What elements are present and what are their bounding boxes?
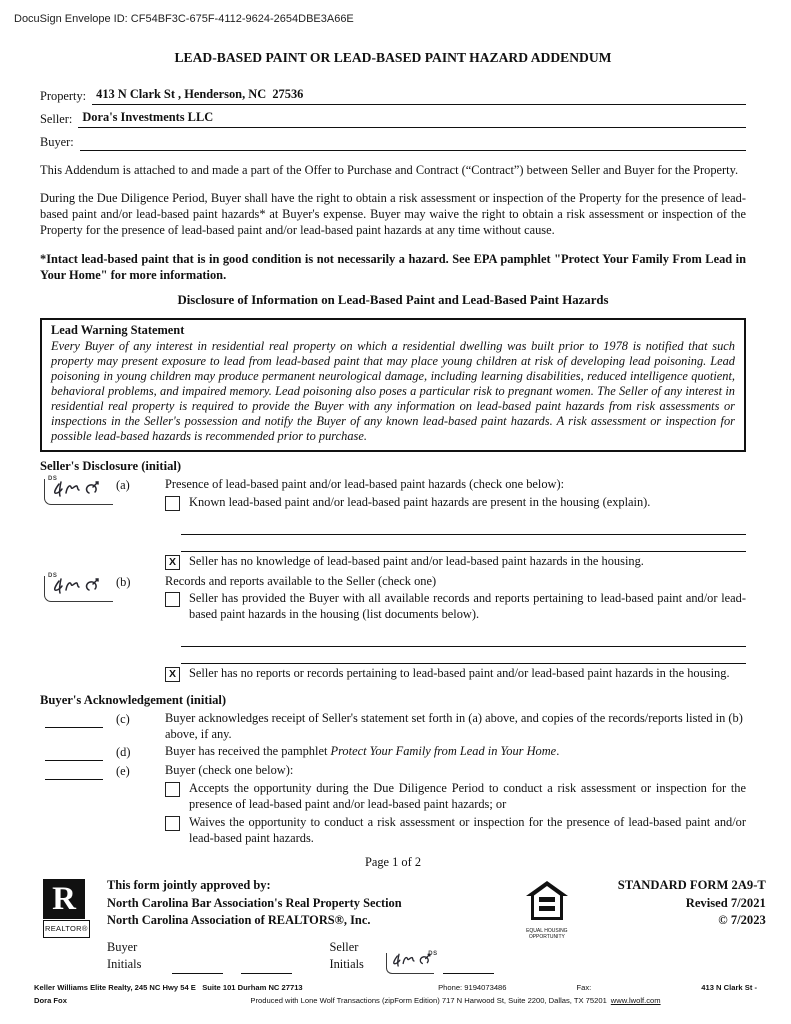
- buyer-ack-item-e: [40, 763, 746, 846]
- approval-line-1: This form jointly approved by:: [107, 878, 271, 893]
- checkbox-no-knowledge[interactable]: X: [165, 555, 180, 570]
- docusign-tag-icon: DS: [48, 475, 58, 482]
- seller-initials-scribble: [389, 950, 439, 972]
- item-a-text: Presence of lead-based paint and/or lead-based paint hazards (check one below):: [165, 476, 565, 491]
- option-label: Seller has no knowledge of lead-based paint and/or lead-based paint hazards in the housing.: [189, 553, 644, 568]
- item-d-text-before: Buyer has received the pamphlet: [165, 744, 331, 759]
- seller-initials-field-a[interactable]: [44, 475, 113, 505]
- addendum-intro-paragraph: This Addendum is attached to and made a part of the Offer to Purchase and Contract (“Contract”) between Seller and Buyer for the Property.: [40, 162, 739, 177]
- seller-input[interactable]: Dora's Investments LLC: [78, 110, 746, 128]
- seller-disclosure-heading: Seller's Disclosure (initial): [40, 458, 182, 473]
- phone-line: Phone: 9194073486: [438, 983, 507, 992]
- page-number: Page 1 of 2: [364, 855, 422, 870]
- page-title: LEAD-BASED PAINT OR LEAD-BASED PAINT HAZARD ADDENDUM: [174, 49, 612, 65]
- fine-print: [34, 982, 757, 1006]
- party-fields: [40, 82, 746, 151]
- explain-input-line-1[interactable]: [181, 518, 746, 535]
- item-d-text-after: .: [556, 744, 560, 759]
- item-b-label: (b): [116, 574, 131, 589]
- disclosure-heading: Disclosure of Information on Lead-Based Paint and Lead-Based Paint Hazards: [177, 293, 609, 308]
- option-label: Seller has provided the Buyer with all available records and reports pertaining to lead-based paint and/or lead-based paint hazards in the housing (list documents below).: [189, 591, 746, 622]
- item-c-label: (c): [116, 711, 130, 726]
- item-e-option-waives: [165, 815, 746, 847]
- form-copyright: © 7/2023: [718, 913, 766, 928]
- buyer-initials-field-c[interactable]: [45, 713, 103, 728]
- item-b-option-no-records: [165, 666, 746, 682]
- seller-initials-scribble: [49, 477, 109, 503]
- seller-initials-field-footer[interactable]: [386, 950, 438, 974]
- buyer-acknowledgement-heading: Buyer's Acknowledgement (initial): [40, 692, 227, 707]
- pamphlet-title: Protect Your Family from Lead in Your Home: [330, 744, 557, 759]
- approval-text: [107, 876, 503, 974]
- item-e-option-accepts: [165, 781, 746, 813]
- lead-warning-box: [40, 318, 746, 452]
- buyer-input[interactable]: [80, 149, 746, 151]
- property-label: Property:: [40, 88, 87, 103]
- buyer-ack-item-c: [40, 711, 746, 743]
- buyer-initials-field-1[interactable]: [172, 960, 223, 974]
- fax-line: Fax:: [576, 983, 592, 992]
- seller-initials-field-b[interactable]: [44, 572, 113, 602]
- lead-warning-heading: Lead Warning Statement: [51, 323, 185, 338]
- item-a-label: (a): [116, 477, 130, 492]
- checkbox-records-provided[interactable]: [165, 592, 180, 607]
- checkbox-no-records[interactable]: X: [165, 667, 180, 682]
- seller-initials-field-2[interactable]: [443, 960, 494, 974]
- lead-warning-body: Every Buyer of any interest in residential real property on which a residential dwelling was built prior to 1978 is notified that such property may present exposure to lead from lead-based paint that may place young children at risk of developing lead poisoning. Lead poisoning in young children may produce permanent neurological damage, including learning disabilities, reduced intelligence quotient, behavioral problems, and impaired memory. Lead poisoning also poses a particular risk to pregnant women. The Seller of any interest in residential real property is required to provide the Buyer with any information on lead-based paint hazards from risk assessments or inspections in the Seller's possession and notify the Buyer of any known lead-based paint hazards. A risk assessment or inspection for possible lead-based hazards is recommended prior to purchase.: [51, 338, 735, 443]
- checkbox-accepts-inspection[interactable]: [165, 782, 180, 797]
- item-c-text: Buyer acknowledges receipt of Seller's statement set forth in (a) above, and copies of the records/reports listed in (b) above, if any.: [165, 710, 743, 741]
- realtor-logo: [43, 876, 107, 974]
- form-info: [591, 876, 766, 974]
- checkbox-waives-inspection[interactable]: [165, 816, 180, 831]
- option-label: Waives the opportunity to conduct a risk assessment or inspection for the presence of lead-based paint and/or lead-based paint hazards.: [189, 814, 746, 845]
- docusign-envelope-id: DocuSign Envelope ID: CF54BF3C-675F-4112-9624-2654DBE3A66E: [14, 13, 354, 25]
- initials-row: [107, 939, 503, 974]
- document-reference: 413 N Clark St -: [701, 983, 757, 992]
- item-d-text: [165, 744, 746, 760]
- docusign-tag-icon: DS: [428, 950, 438, 957]
- property-input[interactable]: 413 N Clark St , Henderson, NC 27536: [92, 87, 746, 105]
- agent-name: Dora Fox: [34, 996, 67, 1005]
- documents-input-line-1[interactable]: [181, 630, 746, 647]
- item-d-label: (d): [116, 745, 131, 760]
- seller-initials-scribble: [49, 574, 109, 600]
- seller-label: Seller:: [40, 111, 73, 126]
- approval-line-3: North Carolina Association of REALTORS®, Inc.: [107, 913, 371, 928]
- buyer-initials-label: Buyer Initials: [107, 939, 142, 972]
- buyer-ack-item-d: [40, 744, 746, 761]
- due-diligence-paragraph: During the Due Diligence Period, Buyer shall have the right to obtain a risk assessment or inspection of the Property for the presence of lead-based paint and/or lead-based paint hazards* at Buyer's expense. Buyer may waive the right to obtain a risk assessment or inspection of the Property for the presence of lead-based paint and/or lead-based paint hazards at any time without cause.: [40, 191, 746, 237]
- property-field-row: [40, 82, 746, 105]
- explain-input-line-2[interactable]: [181, 535, 746, 552]
- form-revised-date: Revised 7/2021: [685, 895, 766, 910]
- buyer-field-row: [40, 128, 746, 151]
- approval-line-2: North Carolina Bar Association's Real Property Section: [107, 895, 402, 910]
- item-b-option-provided: [165, 591, 746, 623]
- lwolf-link[interactable]: www.lwolf.com: [610, 996, 661, 1005]
- docusign-tag-icon: DS: [48, 572, 58, 579]
- buyer-label: Buyer:: [40, 134, 74, 149]
- option-label: Accepts the opportunity during the Due Diligence Period to conduct a risk assessment or inspection for the presence of lead-based paint and/or lead-based paint hazards; or: [189, 781, 746, 811]
- item-e-text: Buyer (check one below):: [165, 763, 294, 778]
- item-b-text: Records and reports available to the Seller (check one): [165, 573, 437, 588]
- documents-input-line-2[interactable]: [181, 647, 746, 664]
- option-label: Known lead-based paint and/or lead-based paint hazards are present in the housing (explain).: [189, 494, 651, 509]
- buyer-initials-field-2[interactable]: [241, 960, 292, 974]
- buyer-initials-field-e[interactable]: [45, 765, 103, 780]
- footer-block: [43, 876, 766, 974]
- item-a-option-no-knowledge: [165, 554, 746, 570]
- brokerage-office-line: Keller Williams Elite Realty, 245 NC Hwy 54 E Suite 101 Durham NC 27713: [34, 983, 303, 992]
- realtor-logo-icon: R: [43, 879, 85, 919]
- item-a-option-known: [165, 495, 746, 511]
- seller-initials-label: Seller Initials: [329, 939, 364, 972]
- produced-with-line: Produced with Lone Wolf Transactions (zipForm Edition) 717 N Harwood St, Suite 2200, Dallas, TX 75201 www.lwolf.com: [250, 996, 661, 1005]
- intact-paint-note: *Intact lead-based paint that is in good condition is not necessarily a hazard. See EPA pamphlet "Protect Your Family From Lead in Your Home" for more information.: [40, 251, 746, 282]
- seller-disclosure-item-b: [40, 574, 746, 682]
- equal-housing-caption: EQUAL HOUSING OPPORTUNITY: [526, 927, 568, 940]
- item-e-label: (e): [116, 764, 130, 779]
- seller-field-row: [40, 105, 746, 128]
- equal-housing-logo: [503, 876, 591, 974]
- standard-form-number: STANDARD FORM 2A9-T: [617, 878, 766, 893]
- seller-disclosure-item-a: [40, 477, 746, 570]
- realtor-caption: REALTOR®: [43, 920, 90, 938]
- option-label: Seller has no reports or records pertaining to lead-based paint and/or lead-based paint hazards in the housing.: [189, 665, 730, 680]
- equal-housing-icon: [524, 880, 570, 922]
- buyer-initials-field-d[interactable]: [45, 746, 103, 761]
- checkbox-known-hazards[interactable]: [165, 496, 180, 511]
